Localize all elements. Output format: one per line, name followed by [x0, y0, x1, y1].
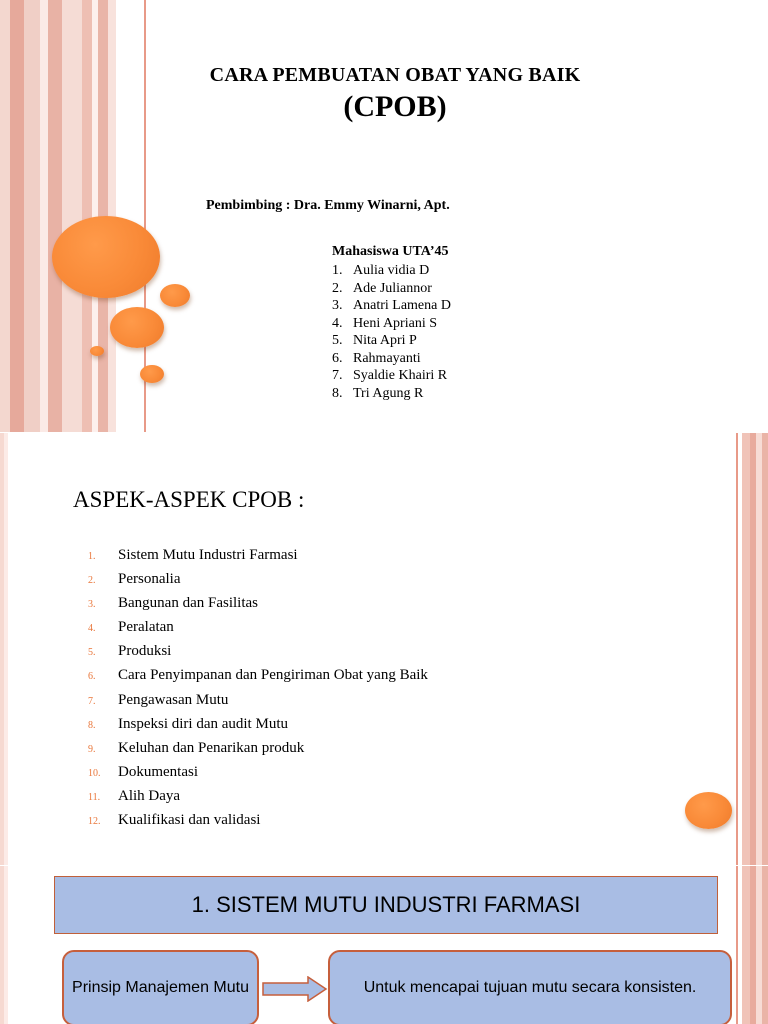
orange-circle-tiny — [90, 346, 104, 356]
students-list — [332, 262, 451, 402]
principle-box: Prinsip Manajemen Mutu — [62, 950, 259, 1024]
list-item: 5. Produksi — [88, 643, 172, 660]
list-item: 1. Aulia vidia D — [332, 263, 430, 278]
list-item: 3. Anatri Lamena D — [332, 298, 451, 313]
supervisor-line: Pembimbing : Dra. Emmy Winarni, Apt. — [206, 198, 450, 213]
list-item: 7. Pengawasan Mutu — [88, 691, 229, 708]
list-item: 8. Inspeksi diri dan audit Mutu — [88, 715, 288, 732]
section-title-banner: 1. SISTEM MUTU INDUSTRI FARMASI — [54, 876, 718, 934]
list-item: 3. Bangunan dan Fasilitas — [88, 595, 258, 612]
decorative-stripes-right — [736, 433, 768, 865]
orange-circle — [685, 792, 732, 829]
slide-2-title: ASPEK-ASPEK CPOB : — [73, 487, 305, 512]
slide-1 — [0, 0, 768, 432]
students-heading: Mahasiswa UTA’45 — [332, 244, 449, 259]
orange-circle-large — [52, 216, 160, 298]
orange-circle-small — [160, 284, 190, 307]
decorative-stripes — [0, 0, 150, 432]
slide-1-title: CARA PEMBUATAN OBAT YANG BAIK — [209, 64, 581, 86]
list-item: 10. Dokumentasi — [88, 763, 198, 780]
decorative-stripes-right — [736, 866, 768, 1024]
slide-3 — [0, 866, 768, 1024]
decorative-stripes-left — [0, 433, 10, 865]
list-item: 1. Sistem Mutu Industri Farmasi — [88, 547, 298, 563]
orange-circle-medium — [110, 307, 164, 348]
list-item: 12. Kualifikasi dan validasi — [88, 812, 261, 829]
list-item: 4. Heni Apriani S — [332, 315, 437, 331]
list-item: 4. Peralatan — [88, 619, 174, 636]
list-item: 8. Tri Agung R — [332, 385, 424, 401]
goal-box: Untuk mencapai tujuan mutu secara konsisten. — [328, 950, 732, 1024]
right-arrow-icon — [262, 976, 328, 1002]
orange-circle-small-2 — [140, 365, 164, 383]
list-item: 2. Personalia — [88, 571, 181, 588]
decorative-stripes-left — [0, 866, 10, 1024]
list-item: 9. Keluhan dan Penarikan produk — [88, 739, 305, 756]
slide-2 — [0, 433, 768, 865]
aspects-list — [88, 543, 428, 832]
list-item: 7. Syaldie Khairi R — [332, 368, 448, 383]
list-item: 6. Cara Penyimpanan dan Pengiriman Obat yang Baik — [88, 667, 428, 684]
list-item: 11. Alih Daya — [88, 787, 181, 804]
list-item: 6. Rahmayanti — [332, 350, 421, 366]
list-item: 5. Nita Apri P — [332, 333, 417, 348]
slide-1-subtitle: (CPOB) — [343, 90, 447, 123]
list-item: 2. Ade Juliannor — [332, 280, 432, 296]
